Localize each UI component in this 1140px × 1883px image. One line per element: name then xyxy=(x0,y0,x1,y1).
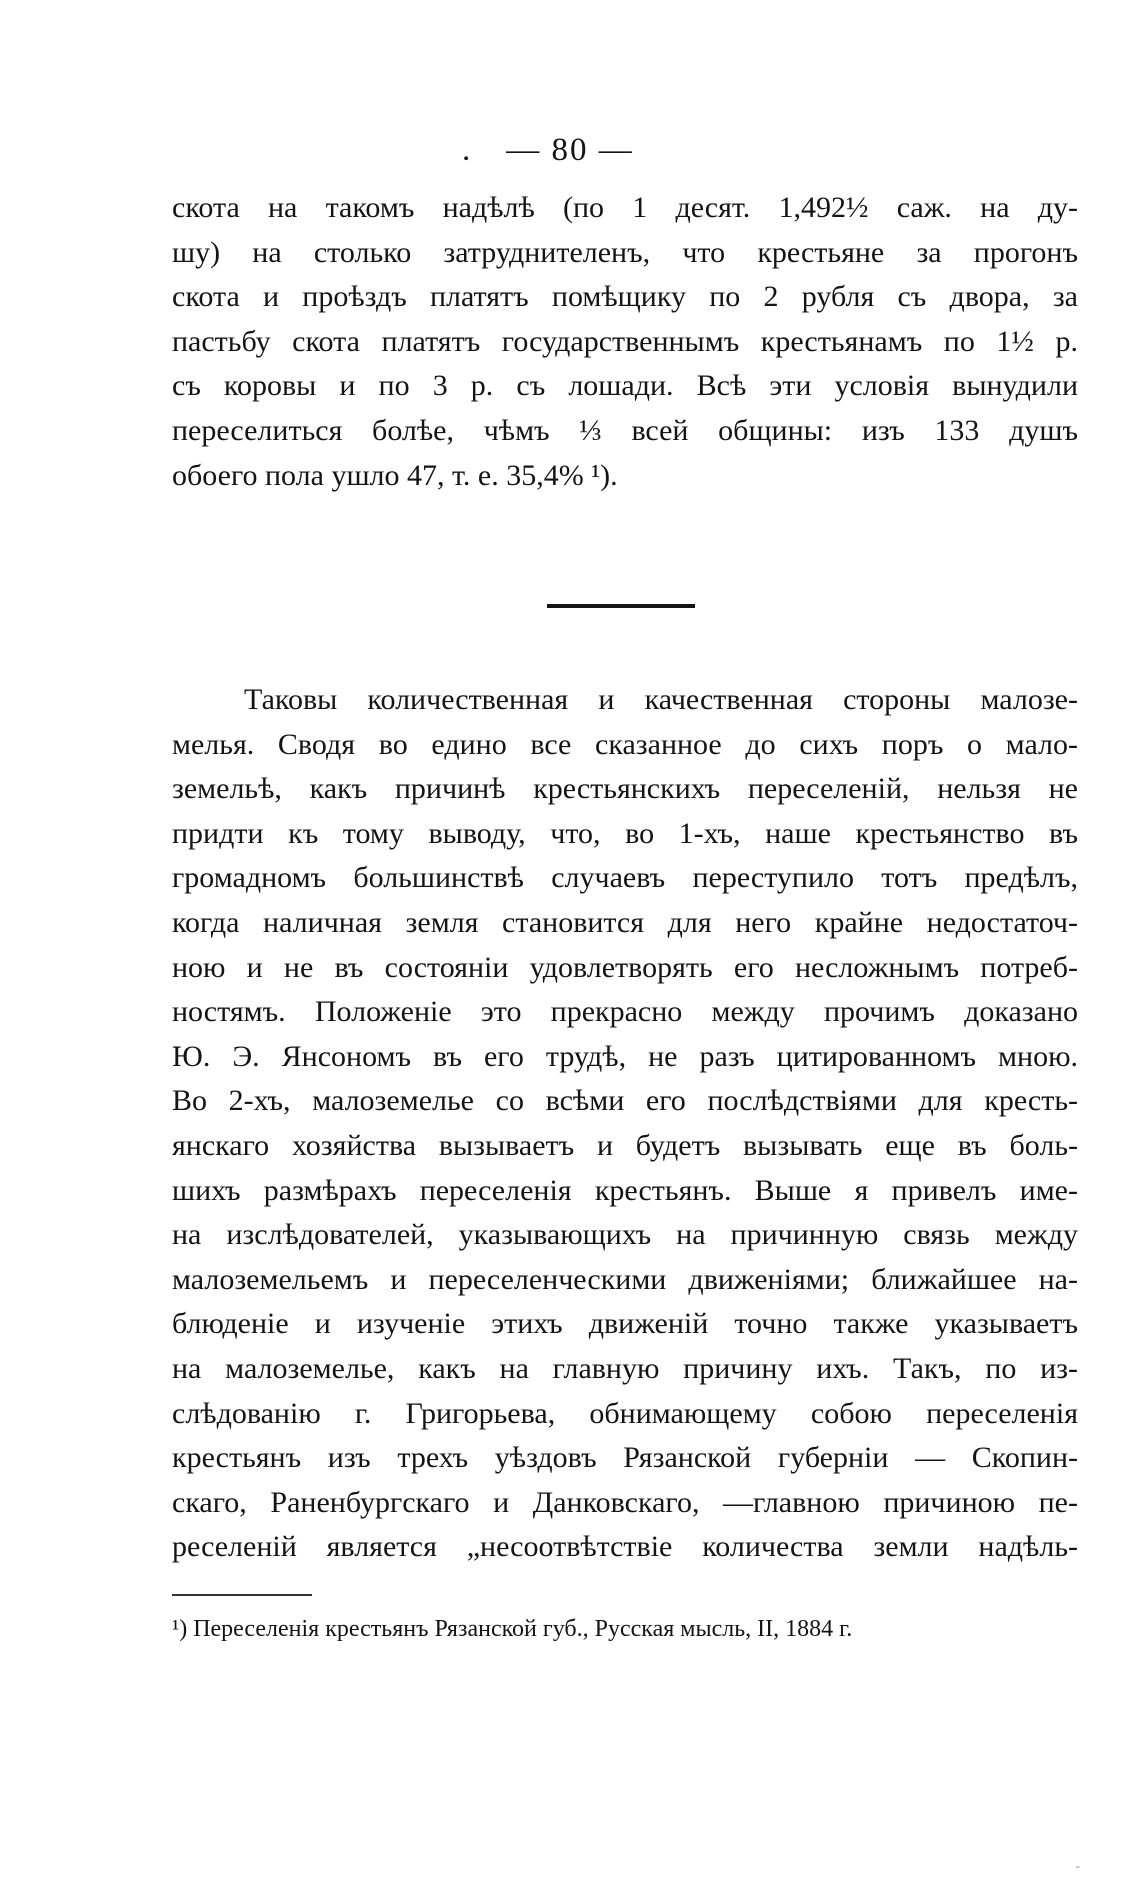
text-line: ною и не въ состояніи удовлетворять его несложнымъ потреб- xyxy=(172,950,1078,984)
text-line: Таковы количественная и качественная стороны малозе- xyxy=(244,683,1078,716)
text-line: обоего пола ушло 47, т. е. 35,4% ¹). xyxy=(172,458,618,492)
text-line: когда наличная земля становится для него крайне недостаточ- xyxy=(172,905,1078,939)
text-line: шихъ размѣрахъ переселенія крестьянъ. Выше я привелъ име- xyxy=(172,1173,1078,1207)
text-line: пастьбу скота платятъ государственнымъ крестьянамъ по 1½ р. xyxy=(172,324,1078,358)
text-line: придти къ тому выводу, что, во 1-хъ, наше крестьянство въ xyxy=(172,816,1078,850)
text-line: громадномъ большинствѣ случаевъ переступило тотъ предѣлъ, xyxy=(172,861,1078,895)
text-line: блюденіе и изученіе этихъ движеній точно также указываетъ xyxy=(172,1307,1078,1341)
page-number xyxy=(0,132,1140,169)
text-line: Ю. Э. Янсономъ въ его трудѣ, не разъ цитированномъ мною. xyxy=(172,1039,1078,1073)
text-line: янскаго хозяйства вызываетъ и будетъ вызывать еще въ боль- xyxy=(172,1128,1078,1162)
text-line: на изслѣдователей, указывающихъ на причинную связь между xyxy=(172,1218,1078,1252)
text-line: малоземельемъ и переселенческими движеніями; ближайшее на- xyxy=(172,1262,1078,1296)
text-line: реселеній является „несоотвѣтствіе количества земли надѣль- xyxy=(172,1530,1078,1564)
text-line: слѣдованію г. Григорьева, обнимающему собою переселенія xyxy=(172,1396,1078,1430)
main-paragraph xyxy=(172,678,1078,1570)
page-number-mark: . xyxy=(462,132,473,168)
page-number-text: — 80 — xyxy=(506,132,634,168)
footnote-rule xyxy=(172,1594,312,1596)
text-line: скота и проѣздъ платятъ помѣщику по 2 рубля съ двора, за xyxy=(172,280,1078,314)
text-line: скота на такомъ надѣлѣ (по 1 десят. 1,492½ саж. на ду- xyxy=(172,191,1078,224)
text-line: переселиться болѣе, чѣмъ ⅓ всей общины: изъ 133 душъ xyxy=(172,413,1078,447)
text-line: съ коровы и по 3 р. съ лошади. Всѣ эти условія вынудили xyxy=(172,369,1078,403)
section-separator xyxy=(547,604,695,608)
text-line: ностямъ. Положеніе это прекрасно между прочимъ доказано xyxy=(172,995,1078,1029)
text-line: земельѣ, какъ причинѣ крестьянскихъ переселеній, нельзя не xyxy=(172,772,1078,806)
text-line: крестьянъ изъ трехъ уѣздовъ Рязанской губерніи — Скопин- xyxy=(172,1441,1078,1475)
text-line: Во 2-хъ, малоземелье со всѣми его послѣдствіями для кресть- xyxy=(172,1084,1078,1118)
text-line: мелья. Сводя во едино все сказанное до сихъ поръ о мало- xyxy=(172,727,1078,761)
top-paragraph xyxy=(172,186,1078,498)
footnote: ¹) Переселенія крестьянъ Рязанской губ., Русская мысль, II, 1884 г. xyxy=(172,1616,853,1642)
corner-mark: - xyxy=(1075,1859,1080,1874)
text-line: скаго, Раненбургскаго и Данковскаго, —главною причиною пе- xyxy=(172,1485,1078,1519)
text-line: на малоземелье, какъ на главную причину ихъ. Такъ, по из- xyxy=(172,1351,1078,1385)
text-line: шу) на столько затруднителенъ, что крестьяне за прогонъ xyxy=(172,235,1078,269)
